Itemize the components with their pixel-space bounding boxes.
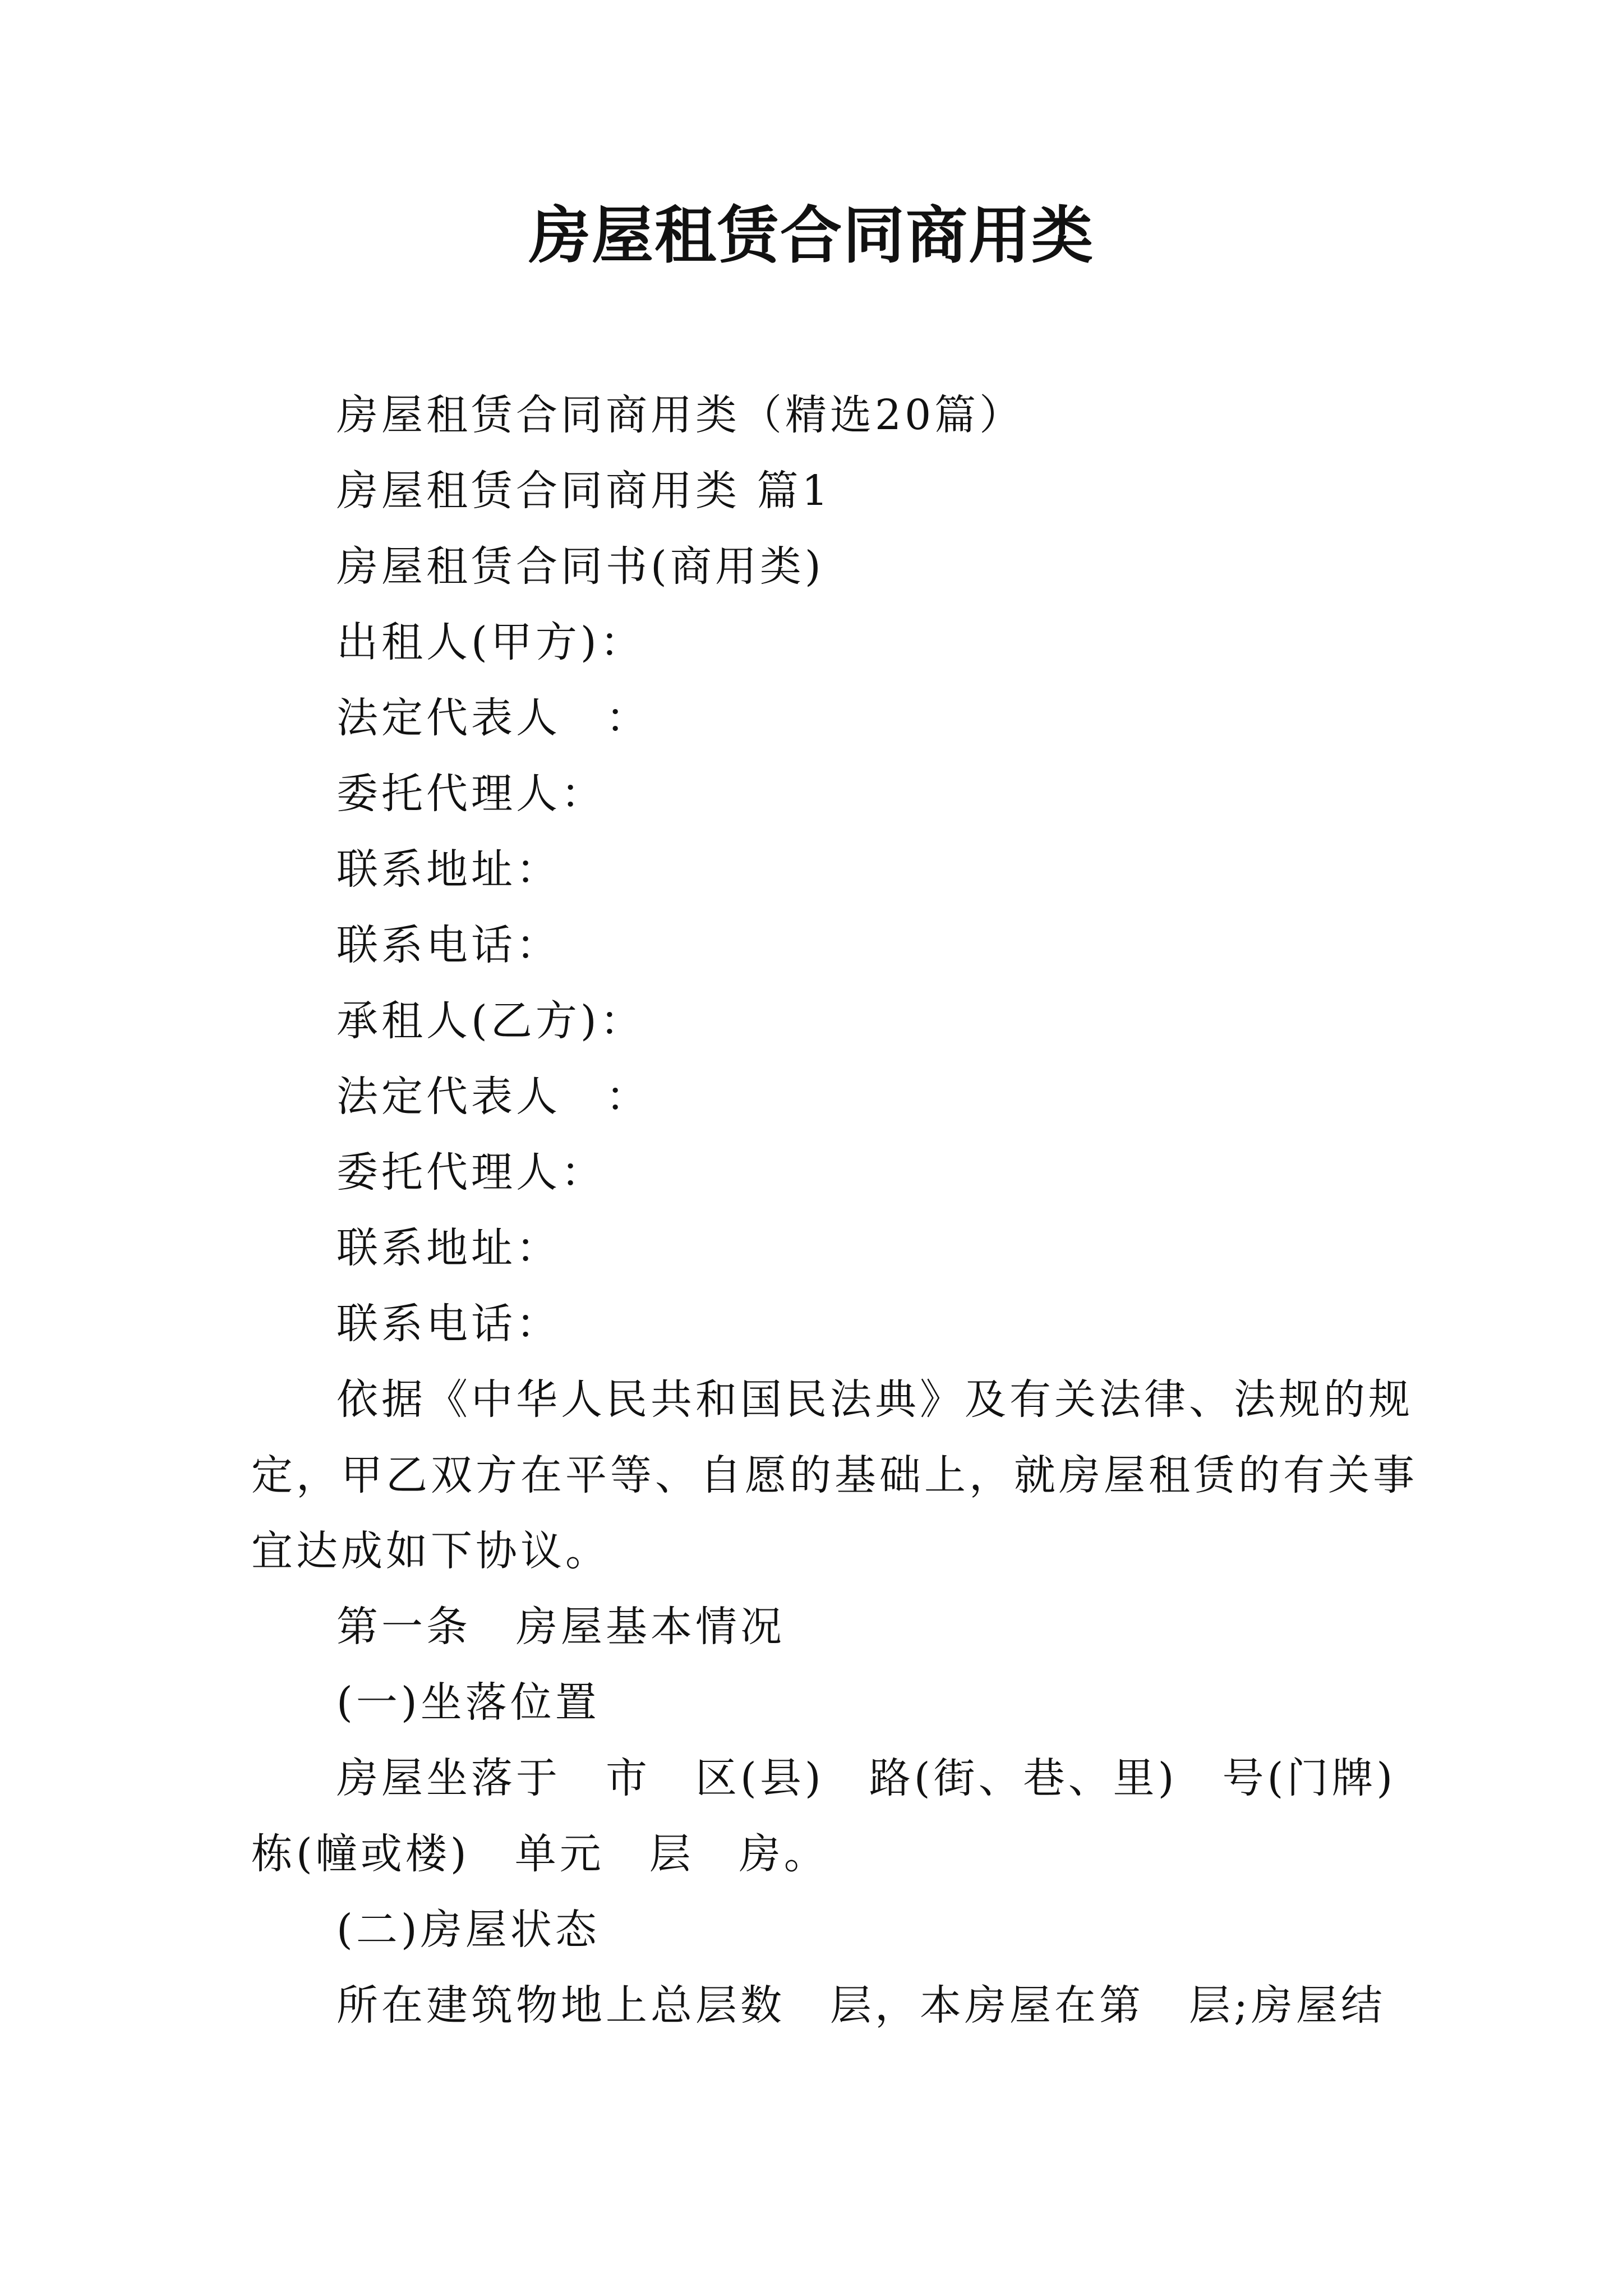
lessor-agent-label: 委托代理人： bbox=[336, 770, 606, 818]
preamble-line-3: 宜达成如下协议。 bbox=[251, 1527, 610, 1575]
subtitle-line: 房屋租赁合同商用类（精选20篇） bbox=[336, 391, 1025, 439]
article-1-heading: 第一条 房屋基本情况 bbox=[336, 1603, 785, 1651]
lessor-legal-rep-label: 法定代表人 ： bbox=[336, 694, 651, 742]
section-heading: 房屋租赁合同商用类 篇1 bbox=[336, 467, 832, 515]
lessee-legal-rep-label: 法定代表人 ： bbox=[336, 1073, 651, 1121]
status-line-1: 所在建筑物地上总层数 层，本房屋在第 层;房屋结 bbox=[336, 1981, 1386, 2030]
lessor-phone-label: 联系电话： bbox=[336, 921, 561, 969]
document-title: 房屋租赁合同商用类 bbox=[529, 199, 1094, 272]
location-line-2: 栋(幢或楼) 单元 层 房。 bbox=[251, 1830, 829, 1878]
lessee-phone-label: 联系电话： bbox=[336, 1300, 561, 1348]
lessee-address-label: 联系地址： bbox=[336, 1224, 561, 1272]
preamble-line-2: 定，甲乙双方在平等、自愿的基础上，就房屋租赁的有关事 bbox=[251, 1451, 1418, 1499]
lessee-label: 承租人(乙方)： bbox=[336, 997, 645, 1045]
contract-name: 房屋租赁合同书(商用类) bbox=[336, 542, 824, 591]
lessor-label: 出租人(甲方)： bbox=[336, 618, 645, 666]
status-heading: (二)房屋状态 bbox=[336, 1906, 600, 1954]
lessee-agent-label: 委托代理人： bbox=[336, 1148, 606, 1197]
preamble-line-1: 依据《中华人民共和国民法典》及有关法律、法规的规 bbox=[336, 1375, 1413, 1424]
lessor-address-label: 联系地址： bbox=[336, 845, 561, 894]
location-heading: (一)坐落位置 bbox=[336, 1678, 600, 1727]
location-line-1: 房屋坐落于 市 区(县) 路(街、巷、里) 号(门牌) bbox=[336, 1754, 1396, 1802]
